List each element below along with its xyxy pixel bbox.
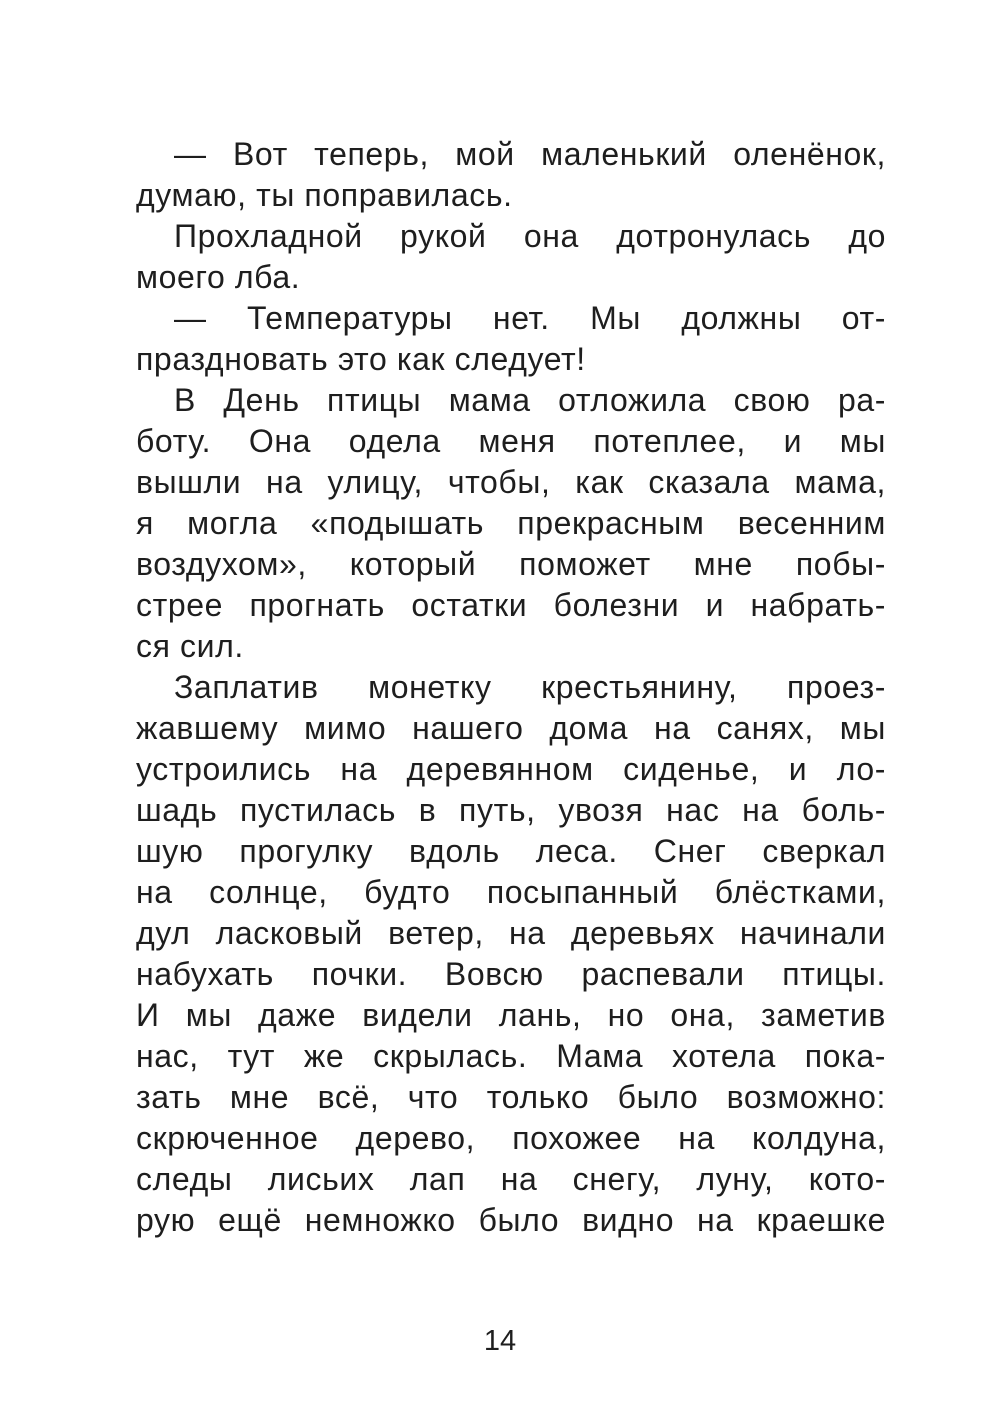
text-line: праздновать это как следует! xyxy=(136,341,586,377)
text-line: шадь пустилась в путь, увозя нас на боль- xyxy=(136,792,886,828)
text-line: нас, тут же скрылась. Мама хотела пока- xyxy=(136,1038,886,1074)
text-line: шую прогулку вдоль леса. Снег сверкал xyxy=(136,833,886,869)
text-line: дул ласковый ветер, на деревьях начинали xyxy=(136,915,886,951)
text-line: Прохладной рукой она дотронулась до xyxy=(174,218,886,254)
text-line: вышли на улицу, чтобы, как сказала мама, xyxy=(136,464,886,500)
text-line: на солнце, будто посыпанный блёстками, xyxy=(136,874,886,910)
text-line: набухать почки. Вовсю распевали птицы. xyxy=(136,956,886,992)
text-line: думаю, ты поправилась. xyxy=(136,177,513,213)
text-line: рую ещё немножко было видно на краешке xyxy=(136,1202,886,1238)
text-line: — Вот теперь, мой маленький оленёнок, xyxy=(174,136,886,172)
text-line: В День птицы мама отложила свою ра- xyxy=(174,382,886,418)
text-line: И мы даже видели лань, но она, заметив xyxy=(136,997,886,1033)
text-line: следы лисьих лап на снегу, луну, кото- xyxy=(136,1161,886,1197)
text-line: жавшему мимо нашего дома на санях, мы xyxy=(136,710,886,746)
text-line: я могла «подышать прекрасным весенним xyxy=(136,505,886,541)
text-line: моего лба. xyxy=(136,259,301,295)
text-line: стрее прогнать остатки болезни и набрать- xyxy=(136,587,886,623)
text-line: воздухом», который поможет мне побы- xyxy=(136,546,886,582)
text-line: скрюченное дерево, похожее на колдуна, xyxy=(136,1120,886,1156)
text-line: боту. Она одела меня потеплее, и мы xyxy=(136,423,886,459)
text-line: ся сил. xyxy=(136,628,244,664)
text-line: устроились на деревянном сиденье, и ло- xyxy=(136,751,886,787)
text-line: Заплатив монетку крестьянину, проез- xyxy=(174,669,886,705)
book-page-text xyxy=(136,134,886,1241)
page-number: 14 xyxy=(483,1325,517,1357)
text-line: зать мне всё, что только было возможно: xyxy=(136,1079,886,1115)
text-line: — Температуры нет. Мы должны от- xyxy=(174,300,886,336)
